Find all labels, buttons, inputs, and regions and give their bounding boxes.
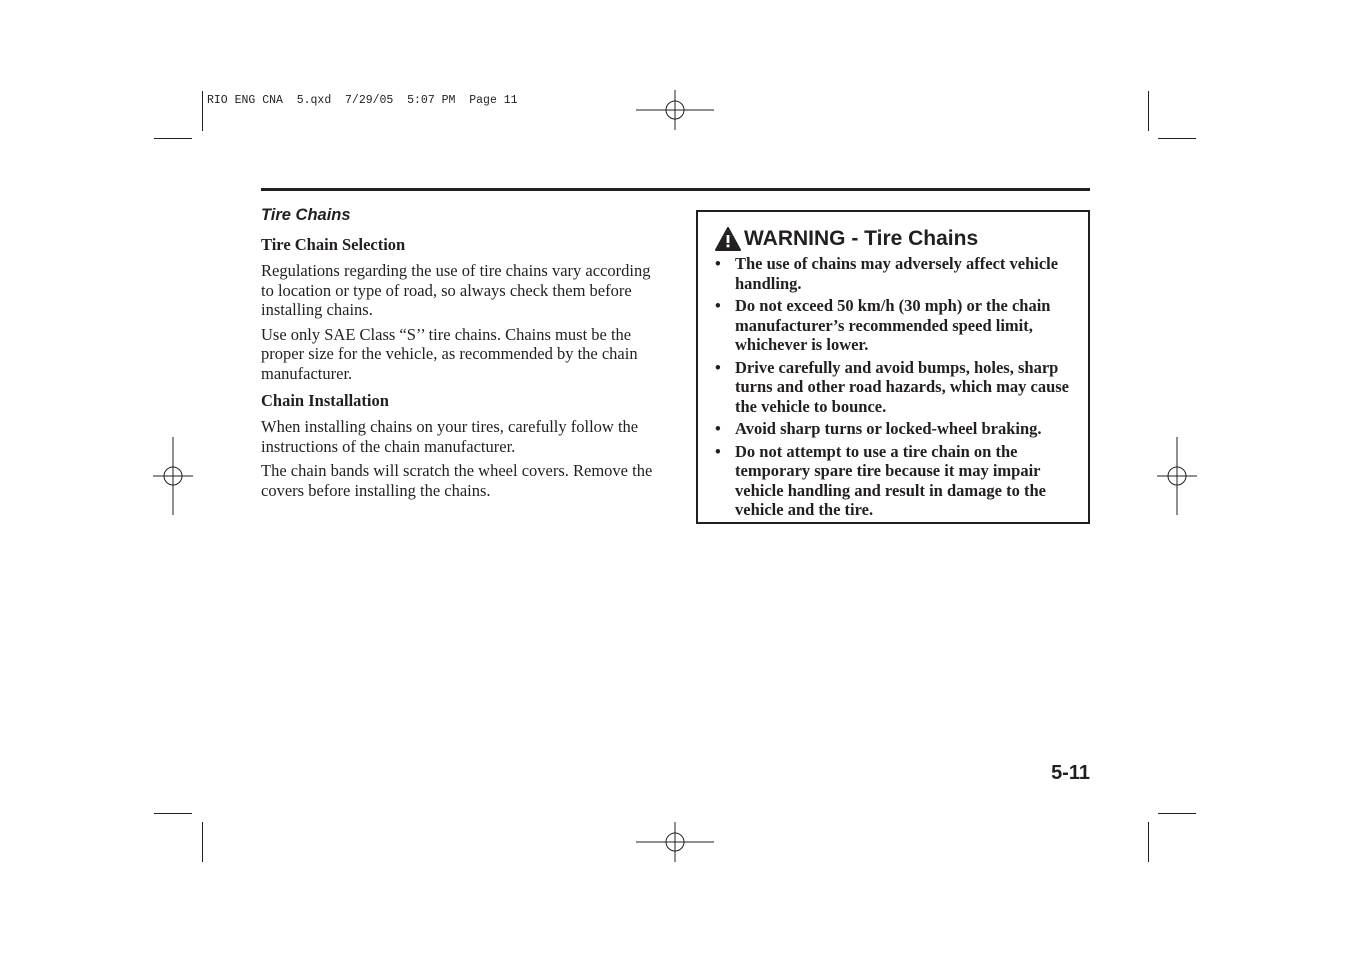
print-slug: RIO ENG CNA 5.qxd 7/29/05 5:07 PM Page 11 [207, 94, 518, 107]
warning-item [715, 442, 1075, 520]
registration-mark-icon [636, 822, 714, 862]
warning-item [715, 296, 1075, 355]
crop-mark [1148, 91, 1149, 131]
crop-mark [1158, 138, 1196, 139]
installation-paragraph: The chain bands will scratch the wheel covers. Remove the covers before installing the chains. [261, 461, 653, 500]
warning-item-text: The use of chains may adversely affect vehicle handling. [735, 254, 1059, 293]
warning-title: WARNING - Tire Chains [744, 227, 979, 250]
registration-mark-icon [636, 90, 714, 130]
crop-mark [1148, 822, 1149, 862]
bullet: • [715, 357, 721, 377]
warning-triangle-icon [715, 227, 741, 251]
warning-item [715, 419, 1075, 439]
crop-mark [154, 138, 192, 139]
crop-mark [1158, 813, 1196, 814]
header-rule [261, 188, 1090, 191]
left-column [261, 204, 661, 505]
warning-item-text: Drive carefully and avoid bumps, holes, sharp turns and other road hazards, which may cause the vehicle to bounce. [735, 357, 1070, 416]
bullet: • [715, 296, 721, 315]
installation-heading: Chain Installation [261, 391, 389, 410]
selection-paragraph: Use only SAE Class “S’’ tire chains. Chains must be the proper size for the vehicle, as recommended by the chain manufacturer. [261, 324, 638, 383]
warning-item-text: Do not attempt to use a tire chain on the temporary spare tire because it may impair vehicle handling and result in damage to the vehicle and the tire. [735, 441, 1046, 519]
warning-header [715, 226, 978, 252]
warning-list [715, 254, 1075, 523]
section-title: Tire Chains [261, 206, 351, 224]
selection-heading: Tire Chain Selection [261, 235, 406, 254]
warning-item [715, 254, 1075, 293]
warning-item-text: Do not exceed 50 km/h (30 mph) or the chain manufacturer’s recommended speed limit, whichever is lower. [735, 296, 1051, 354]
warning-box [696, 210, 1090, 524]
installation-paragraph: When installing chains on your tires, carefully follow the instructions of the chain manufacturer. [261, 417, 639, 456]
crop-mark [202, 822, 203, 862]
warning-item [715, 358, 1075, 417]
bullet: • [715, 419, 721, 438]
registration-mark-icon [153, 437, 193, 515]
warning-item-text: Avoid sharp turns or locked-wheel braking. [735, 419, 1042, 438]
registration-mark-icon [1157, 437, 1197, 515]
page-number: 5-11 [1051, 762, 1090, 784]
crop-mark [202, 91, 203, 131]
selection-paragraph: Regulations regarding the use of tire chains vary according to location or type of road, so always check them before installing chains. [261, 261, 651, 319]
bullet: • [715, 441, 721, 461]
crop-mark [154, 813, 192, 814]
bullet: • [715, 254, 721, 273]
